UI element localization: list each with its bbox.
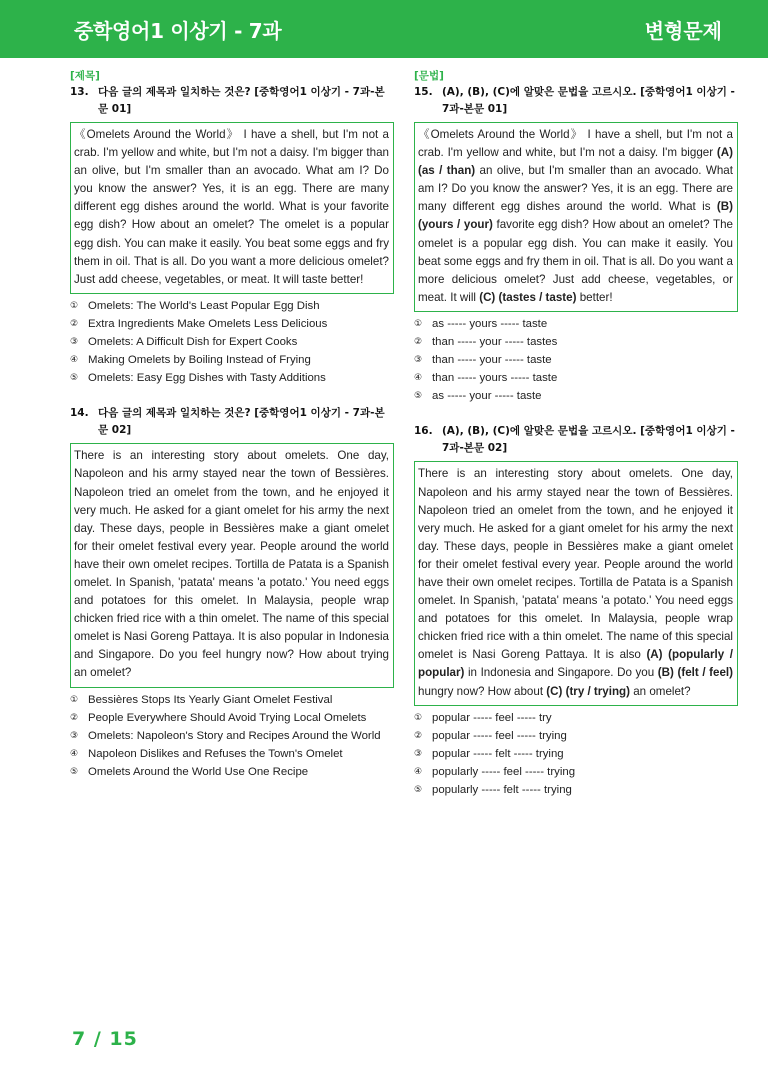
option-mark: ④: [70, 355, 79, 366]
section-tag-title: [제목]: [70, 70, 100, 82]
blank-b: (B) (felt / feel): [657, 666, 733, 680]
section-tag-grammar: [문법]: [414, 70, 444, 82]
option-text: Extra Ingredients Make Omelets Less Delicious: [88, 317, 328, 330]
right-column: [414, 68, 738, 799]
option[interactable]: [70, 315, 394, 333]
option-text: Omelets Around the World Use One Recipe: [88, 765, 309, 778]
question-13: [70, 84, 394, 118]
option-text: popularly ----- feel ----- trying: [432, 765, 576, 778]
blank-c: (C) (tastes / taste): [479, 290, 577, 304]
option-text: Omelets: The World's Least Popular Egg Dish: [88, 299, 320, 312]
option[interactable]: [70, 763, 394, 781]
page-number: 7 / 15: [72, 1028, 138, 1050]
options-14: [70, 691, 394, 781]
option-mark: ①: [70, 694, 79, 705]
option-mark: ⑤: [70, 766, 79, 777]
passage-text: 《Omelets Around the World》 I have a shell, but I'm not a crab. I'm yellow and white, but I'm not a daisy. I'm bigger: [418, 128, 733, 160]
option[interactable]: [414, 781, 738, 799]
blank-c: (C) (try / trying): [546, 684, 630, 698]
option-text: People Everywhere Should Avoid Trying Local Omelets: [88, 711, 367, 724]
blank-a: (A) (as / than): [418, 146, 733, 178]
option[interactable]: [414, 369, 738, 387]
question-text: (A), (B), (C)에 알맞은 문법을 고르시오. [중학영어1 이상기 - 7과-본문 02]: [442, 425, 735, 455]
options-15: [414, 315, 738, 405]
option-mark: ②: [70, 318, 79, 329]
passage-text: in Indonesia and Singapore. Do you: [464, 666, 658, 680]
passage-text: better!: [576, 290, 613, 304]
blank-a: (A) (popularly / popular): [418, 648, 733, 680]
option-text: Making Omelets by Boiling Instead of Frying: [88, 354, 311, 367]
header-title: 중학영어1 이상기 - 7과: [74, 18, 282, 43]
question-14: [70, 405, 394, 439]
option-text: as ----- yours ----- taste: [432, 317, 548, 330]
option-mark: ⑤: [414, 785, 423, 795]
option-text: popularly ----- felt ----- trying: [432, 784, 572, 796]
option[interactable]: [414, 351, 738, 369]
passage-text: an olive, but I'm smaller than an avocado. What am I? Do you know the answer? Yes, it is an egg. There are many different egg dishes around the world. What is: [418, 164, 733, 214]
question-number: 15.: [414, 86, 433, 98]
option-text: popular ----- feel ----- try: [432, 711, 552, 724]
option[interactable]: [70, 745, 394, 763]
passage-15: [414, 122, 738, 312]
passage-16: [414, 461, 738, 705]
option-text: than ----- your ----- tastes: [432, 336, 558, 349]
question-text: (A), (B), (C)에 알맞은 문법을 고르시오. [중학영어1 이상기 - 7과-본문 01]: [442, 86, 735, 115]
option[interactable]: [70, 709, 394, 727]
option-text: Napoleon Dislikes and Refuses the Town's Omelet: [88, 747, 343, 760]
option[interactable]: [70, 727, 394, 745]
option[interactable]: [414, 763, 738, 781]
options-16: [414, 709, 738, 799]
passage-13: 《Omelets Around the World》 I have a shell, but I'm not a crab. I'm yellow and white, but I'm not a daisy. I'm bigger than an olive, but I'm smaller than an avocado. What am I? Do you know the answer? Yes, it is an egg. There are many different egg dishes around the world. What is your favorite egg dish? How about an omelet? The omelet is a popular egg dish. You can make it easily. You beat some eggs and fry them in oil. That is all. Do you want a more delicious omelet? Just add cheese, vegetables, or meat. It will taste better!: [70, 122, 394, 294]
question-text: 다음 글의 제목과 일치하는 것은? [중학영어1 이상기 - 7과-본문 02]: [98, 407, 385, 437]
option[interactable]: [70, 691, 394, 709]
option-mark: ①: [414, 712, 423, 723]
option[interactable]: [70, 369, 394, 387]
passage-text: hungry now? How about: [418, 684, 547, 698]
option[interactable]: [70, 333, 394, 351]
option[interactable]: [70, 351, 394, 369]
option-text: popular ----- feel ----- trying: [432, 729, 567, 742]
option-text: than ----- your ----- taste: [432, 354, 552, 367]
option-mark: ④: [70, 748, 79, 759]
spacer: [414, 405, 738, 423]
page-header: [0, 0, 768, 58]
option-mark: ②: [414, 337, 423, 348]
option-mark: ②: [414, 730, 423, 741]
option-text: than ----- yours ----- taste: [432, 372, 558, 385]
question-text: 다음 글의 제목과 일치하는 것은? [중학영어1 이상기 - 7과-본문 01]: [98, 86, 385, 115]
passage-14: There is an interesting story about omelets. One day, Napoleon and his army stayed near the town of Bessières. Napoleon tried an omelet from the town, and he enjoyed it very much. He asked for a giant omelet for his army the next day. These days, people in Bessières make a giant omelet for their omelet festival every year. People around the world have their own omelet recipes. Tortilla de Patata is a Spanish omelet. In Spanish, 'patata' means 'a potato.' You need eggs and potatoes for this omelet. In Malaysia, people wrap chicken fried rice with a thin omelet. The name of this special omelet is Nasi Goreng Pattaya. It is also popular in Indonesia and Singapore. Do you feel hungry now? How about trying an omelet?: [70, 443, 394, 687]
option-mark: ⑤: [414, 391, 423, 402]
option-mark: ①: [70, 300, 79, 311]
left-column: [70, 68, 394, 781]
question-number: 14.: [70, 407, 89, 420]
option-mark: ②: [70, 712, 79, 723]
option[interactable]: [414, 315, 738, 333]
option-mark: ③: [70, 730, 79, 741]
question-16: [414, 423, 738, 457]
option-text: as ----- your ----- taste: [432, 390, 542, 403]
blank-b: (B) (yours / your): [418, 200, 733, 232]
options-13: [70, 297, 394, 387]
option-text: Bessières Stops Its Yearly Giant Omelet Festival: [88, 693, 333, 706]
option[interactable]: [414, 709, 738, 727]
question-number: 16.: [414, 425, 433, 438]
option[interactable]: [70, 297, 394, 315]
question-15: [414, 84, 738, 118]
option-mark: ③: [70, 337, 79, 348]
option-mark: ③: [414, 355, 423, 366]
option[interactable]: [414, 387, 738, 405]
option-mark: ④: [414, 373, 423, 384]
option-text: Omelets: Napoleon's Story and Recipes Around the World: [88, 729, 381, 742]
option[interactable]: [414, 727, 738, 745]
option-mark: ⑤: [70, 373, 79, 384]
passage-text: favorite egg dish? How about an omelet? The omelet is a popular egg dish. You can make it easily. You beat some eggs and fry them in oil. That is all. Do you want a more delicious omelet? Just add cheese, vegetables, or meat. It will: [418, 218, 733, 304]
option-text: Omelets: Easy Egg Dishes with Tasty Additions: [88, 372, 326, 385]
option-mark: ③: [414, 748, 423, 759]
question-number: 13.: [70, 86, 89, 98]
passage-text: an omelet?: [630, 684, 691, 698]
option[interactable]: [414, 745, 738, 763]
passage-text: There is an interesting story about omelets. One day, Napoleon and his army stayed near the town of Bessières. Napoleon tried an omelet from the town, and he enjoyed it very much. He asked for a giant omelet for his army the next day. These days, people in Bessières make a giant omelet for their omelet festival every year. People around the world have their own omelet recipes. Tortilla de Patata is a Spanish omelet. In Spanish, 'patata' means 'a potato.' You need eggs and potatoes for this omelet. In Malaysia, people wrap chicken fried rice with a thin omelet. The name of this special omelet is Nasi Goreng Pattaya. It is also: [418, 467, 733, 662]
option[interactable]: [414, 333, 738, 351]
option-mark: ①: [414, 318, 423, 329]
option-mark: ④: [414, 766, 423, 777]
spacer: [70, 387, 394, 405]
header-kind: 변형문제: [644, 18, 722, 43]
option-text: Omelets: A Difficult Dish for Expert Cooks: [88, 336, 298, 349]
option-text: popular ----- felt ----- trying: [432, 747, 564, 760]
